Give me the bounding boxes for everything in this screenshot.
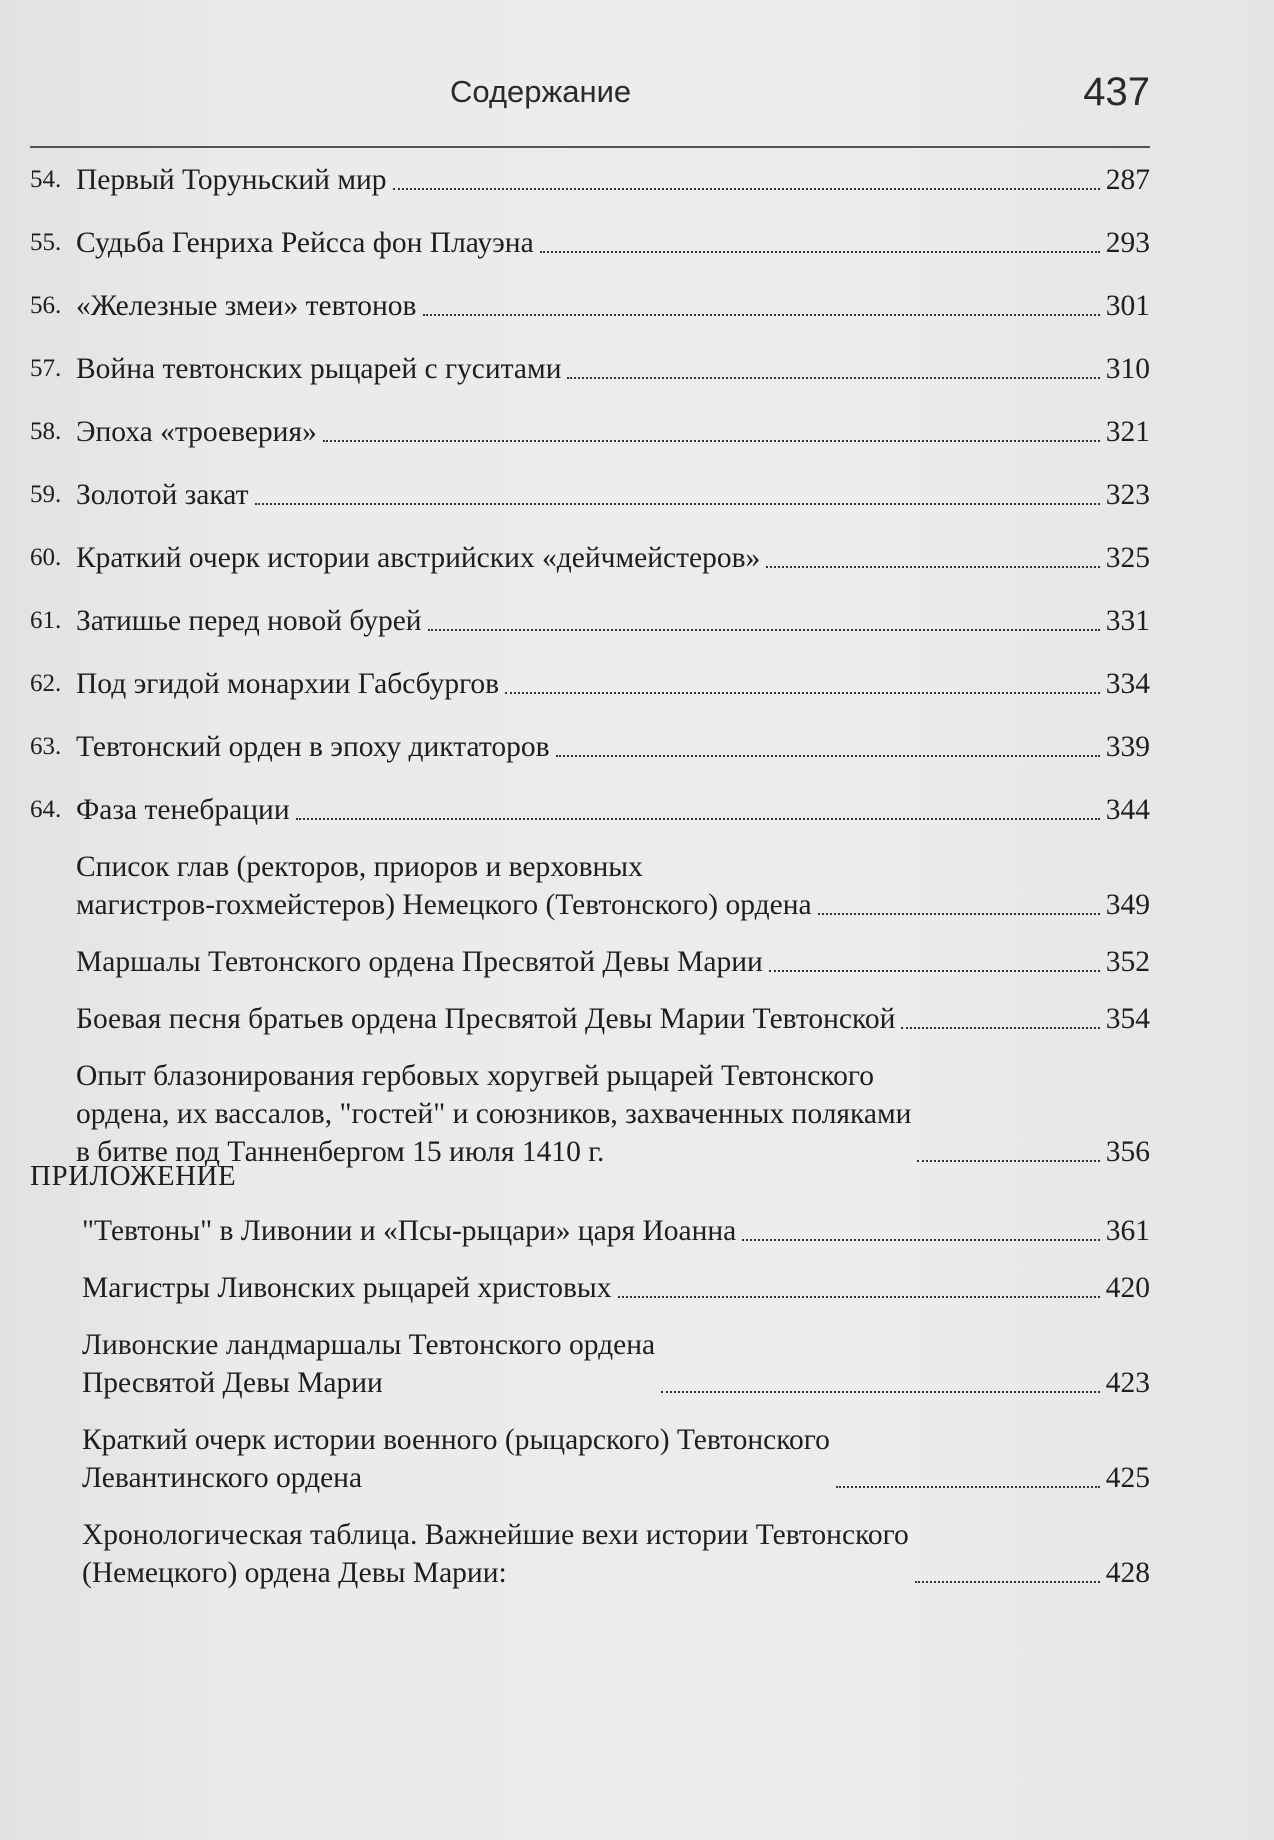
toc-entry <box>30 281 1150 325</box>
toc-entry <box>30 1057 1150 1171</box>
entry-title: "Тевтоны" в Ливонии и «Псы-рыцари» царя Иоанна <box>82 1215 737 1247</box>
dot-leader <box>915 1581 1100 1583</box>
dot-leader <box>423 314 1100 316</box>
entry-number: 54. <box>30 166 62 193</box>
entry-page-number: 339 <box>1105 731 1150 763</box>
toc-entry <box>30 1212 1150 1250</box>
entry-title: Краткий очерк истории австрийских «дейчмейстеров» <box>76 542 761 574</box>
entry-page-number: 361 <box>1105 1215 1150 1247</box>
dot-leader <box>766 566 1099 568</box>
entry-text <box>76 476 1106 514</box>
entry-text <box>76 350 1106 388</box>
entry-page-number: 293 <box>1105 227 1150 259</box>
entry-title: Война тевтонских рыцарей с гуситами <box>76 353 562 385</box>
entry-page-number: 301 <box>1105 290 1150 322</box>
toc-entry <box>30 659 1150 703</box>
entry-page-number: 325 <box>1105 542 1150 574</box>
entry-page-number: 310 <box>1105 353 1150 385</box>
toc-entry <box>30 470 1150 514</box>
entry-title: Затишье перед новой бурей <box>76 605 422 637</box>
entry-number: 64. <box>30 796 62 823</box>
entry-text <box>82 1212 1106 1250</box>
dot-leader <box>818 913 1100 915</box>
entry-number: 56. <box>30 292 62 319</box>
toc-entry <box>30 1421 1150 1497</box>
dot-leader <box>742 1239 1099 1241</box>
entry-page-number: 321 <box>1105 416 1150 448</box>
dot-leader <box>428 629 1100 631</box>
dot-leader <box>769 970 1100 972</box>
entry-number: 62. <box>30 670 62 697</box>
entry-text <box>76 728 1106 766</box>
toc-entry <box>30 1516 1150 1592</box>
entry-text <box>76 665 1106 703</box>
entry-number: 55. <box>30 229 62 256</box>
dot-leader <box>323 440 1100 442</box>
dot-leader <box>567 377 1099 379</box>
entry-page-number: 352 <box>1105 946 1150 978</box>
toc-entry <box>30 722 1150 766</box>
entry-title: Ливонские ландмаршалы Тевтонского ордена Пресвятой Девы Марии <box>82 1329 656 1399</box>
entry-page-number: 331 <box>1105 605 1150 637</box>
toc-entry <box>30 1269 1150 1307</box>
entry-title: Под эгидой монархии Габсбургов <box>76 668 500 700</box>
entry-page-number: 425 <box>1105 1462 1150 1494</box>
entry-page-number: 344 <box>1105 794 1150 826</box>
entry-text <box>76 943 1106 981</box>
entry-text <box>82 1269 1106 1307</box>
toc-entry <box>30 1326 1150 1402</box>
dot-leader <box>836 1486 1100 1488</box>
entry-title: Список глав (ректоров, приоров и верховных магистров-гохмейстеров) Немецкого (Тевтонского) ордена <box>76 851 812 921</box>
entry-page-number: 323 <box>1105 479 1150 511</box>
entry-page-number: 349 <box>1105 889 1150 921</box>
entry-text <box>76 413 1106 451</box>
entry-page-number: 334 <box>1105 668 1150 700</box>
entry-title: Боевая песня братьев ордена Пресвятой Девы Марии Тевтонской <box>76 1003 896 1035</box>
entry-text <box>82 1421 1106 1497</box>
entry-number: 57. <box>30 355 62 382</box>
entry-page-number: 423 <box>1105 1367 1150 1399</box>
entry-text <box>76 287 1106 325</box>
dot-leader <box>556 755 1100 757</box>
entry-text <box>76 224 1106 262</box>
toc-entry <box>30 943 1150 981</box>
dot-leader <box>255 503 1100 505</box>
entry-text <box>82 1326 1106 1402</box>
entry-number: 60. <box>30 544 62 571</box>
entry-number: 59. <box>30 481 62 508</box>
toc-entry <box>30 533 1150 577</box>
running-header <box>30 72 1150 132</box>
entry-page-number: 420 <box>1105 1272 1150 1304</box>
entry-text <box>76 161 1106 199</box>
dot-leader <box>917 1160 1099 1162</box>
toc-entry <box>30 1000 1150 1038</box>
appendix-list <box>30 1212 1150 1611</box>
toc-entry <box>30 785 1150 829</box>
dot-leader <box>661 1391 1100 1393</box>
header-rule <box>30 146 1150 148</box>
entry-text <box>76 602 1106 640</box>
entry-title: Золотой закат <box>76 479 249 511</box>
dot-leader <box>540 251 1100 253</box>
entry-title: Судьба Генриха Рейсса фон Плауэна <box>76 227 534 259</box>
entry-page-number: 428 <box>1105 1557 1150 1589</box>
toc-entry <box>30 218 1150 262</box>
toc-entry <box>30 344 1150 388</box>
entry-title: «Железные змеи» тевтонов <box>76 290 417 322</box>
toc-entry <box>30 407 1150 451</box>
toc-entry <box>30 596 1150 640</box>
entry-title: Фаза тенебрации <box>76 794 290 826</box>
entry-number: 63. <box>30 733 62 760</box>
entry-page-number: 354 <box>1105 1003 1150 1035</box>
header-title: Содержание <box>450 74 632 109</box>
entry-title: Хронологическая таблица. Важнейшие вехи истории Тевтонского (Немецкого) ордена Девы Марии: <box>82 1519 909 1589</box>
appendix-heading: ПРИЛОЖЕНИЕ <box>30 1160 237 1192</box>
entry-number: 61. <box>30 607 62 634</box>
entry-title: Краткий очерк истории военного (рыцарского) Тевтонского Левантинского ордена <box>82 1424 830 1494</box>
dot-leader <box>901 1027 1099 1029</box>
toc-list <box>30 155 1150 1190</box>
entry-title: Опыт блазонирования гербовых хоругвей рыцарей Тевтонского ордена, их вассалов, "гостей" и союзников, захваченных поляками в битве под Танненбергом 15 июля 1410 г. <box>76 1060 912 1168</box>
entry-text <box>76 539 1106 577</box>
entry-title: Магистры Ливонских рыцарей христовых <box>82 1272 612 1304</box>
entry-title: Тевтонский орден в эпоху диктаторов <box>76 731 550 763</box>
dot-leader <box>296 818 1100 820</box>
entry-text <box>76 1000 1106 1038</box>
entry-title: Первый Торуньский мир <box>76 164 387 196</box>
dot-leader <box>505 692 1100 694</box>
dot-leader <box>618 1296 1100 1298</box>
header-page-number: 437 <box>1083 70 1150 114</box>
entry-number: 58. <box>30 418 62 445</box>
entry-title: Маршалы Тевтонского ордена Пресвятой Девы Марии <box>76 946 763 978</box>
entry-page-number: 287 <box>1105 164 1150 196</box>
entry-title: Эпоха «троеверия» <box>76 416 317 448</box>
entry-text <box>76 848 1106 924</box>
entry-page-number: 356 <box>1105 1136 1150 1168</box>
entry-text <box>76 791 1106 829</box>
toc-entry <box>30 155 1150 199</box>
entry-text <box>82 1516 1106 1592</box>
entry-text <box>76 1057 1106 1171</box>
toc-entry <box>30 848 1150 924</box>
dot-leader <box>393 188 1100 190</box>
